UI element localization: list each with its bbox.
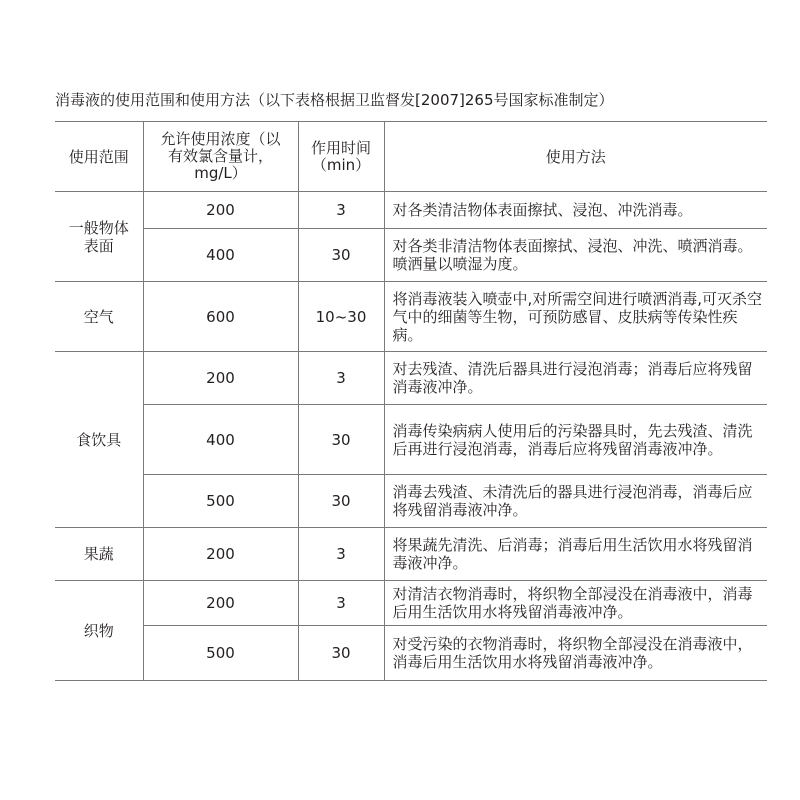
time-cell: 3 <box>298 192 384 229</box>
concentration-cell: 600 <box>143 282 298 352</box>
table-row <box>55 192 767 229</box>
time-cell: 10~30 <box>298 282 384 352</box>
header-concentration: 允许使用浓度（以有效氯含量计，mg/L） <box>143 122 298 192</box>
time-cell: 30 <box>298 475 384 528</box>
table-header-row <box>55 122 767 192</box>
time-cell: 3 <box>298 528 384 581</box>
table-row <box>55 475 767 528</box>
concentration-cell: 200 <box>143 192 298 229</box>
concentration-cell: 500 <box>143 475 298 528</box>
header-method: 使用方法 <box>384 122 767 192</box>
time-cell: 30 <box>298 229 384 282</box>
table-row <box>55 229 767 282</box>
method-cell: 对各类非清洁物体表面擦拭、浸泡、冲洗、喷洒消毒。喷洒量以喷湿为度。 <box>384 229 767 282</box>
header-scope: 使用范围 <box>55 122 143 192</box>
scope-cell: 食饮具 <box>55 352 143 528</box>
method-cell: 将果蔬先清洗、后消毒；消毒后用生活饮用水将残留消毒液冲净。 <box>384 528 767 581</box>
time-cell: 30 <box>298 405 384 475</box>
concentration-cell: 200 <box>143 581 298 626</box>
scope-cell: 果蔬 <box>55 528 143 581</box>
table-row <box>55 626 767 681</box>
method-cell: 消毒传染病病人使用后的污染器具时，先去残渣、清洗后再进行浸泡消毒，消毒后应将残留消毒液冲净。 <box>384 405 767 475</box>
method-cell: 对清洁衣物消毒时，将织物全部浸没在消毒液中，消毒后用生活饮用水将残留消毒液冲净。 <box>384 581 767 626</box>
method-cell: 对去残渣、清洗后器具进行浸泡消毒；消毒后应将残留消毒液冲净。 <box>384 352 767 405</box>
method-cell: 对受污染的衣物消毒时，将织物全部浸没在消毒液中，消毒后用生活饮用水将残留消毒液冲净。 <box>384 626 767 681</box>
header-time: 作用时间（min） <box>298 122 384 192</box>
page-title: 消毒液的使用范围和使用方法（以下表格根据卫监督发[2007]265号国家标准制定） <box>55 91 614 109</box>
table-row <box>55 352 767 405</box>
scope-cell: 织物 <box>55 581 143 681</box>
concentration-cell: 400 <box>143 405 298 475</box>
scope-cell: 空气 <box>55 282 143 352</box>
concentration-cell: 200 <box>143 352 298 405</box>
scope-cell: 一般物体表面 <box>55 192 143 282</box>
method-cell: 消毒去残渣、未清洗后的器具进行浸泡消毒，消毒后应将残留消毒液冲净。 <box>384 475 767 528</box>
table-row <box>55 405 767 475</box>
time-cell: 3 <box>298 352 384 405</box>
table-row <box>55 282 767 352</box>
time-cell: 3 <box>298 581 384 626</box>
table-row <box>55 528 767 581</box>
time-cell: 30 <box>298 626 384 681</box>
concentration-cell: 500 <box>143 626 298 681</box>
disinfectant-usage-table <box>55 121 767 681</box>
table-row <box>55 581 767 626</box>
concentration-cell: 200 <box>143 528 298 581</box>
method-cell: 将消毒液装入喷壶中,对所需空间进行喷洒消毒,可灭杀空气中的细菌等生物，可预防感冒、皮肤病等传染性疾病。 <box>384 282 767 352</box>
concentration-cell: 400 <box>143 229 298 282</box>
method-cell: 对各类清洁物体表面擦拭、浸泡、冲洗消毒。 <box>384 192 767 229</box>
